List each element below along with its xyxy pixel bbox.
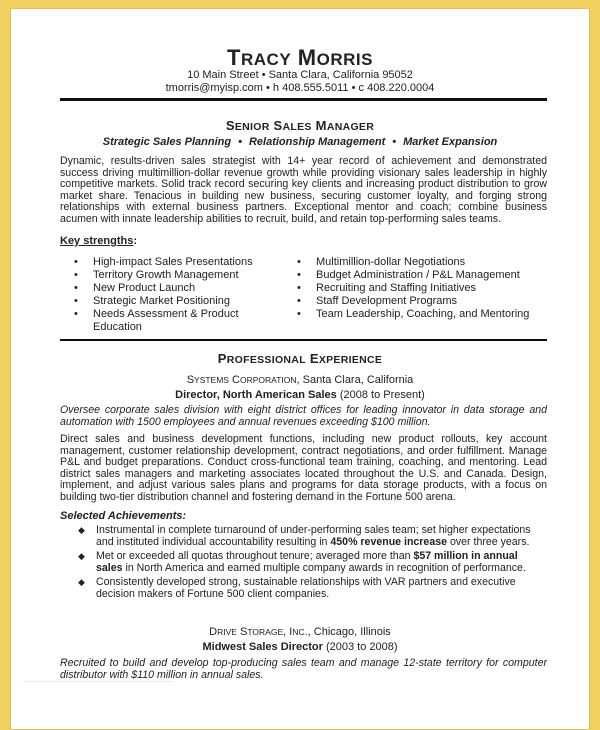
bullet-icon: • [74, 295, 78, 307]
contact-line: tmorris@myisp.com • h 408.555.5011 • c 408.220.0004 [165, 82, 435, 94]
achievement-item: ◆ Consistently developed strong, sustainable relationships with VAR partners and executive decision makers of Fortune 500 client companies. [78, 576, 516, 600]
focus-area: Market Expansion [403, 136, 498, 148]
strength-item: • Staff Development Programs [297, 295, 458, 307]
achievements-list [78, 525, 547, 604]
strength-item: • High-impact Sales Presentations [74, 256, 253, 268]
strength-item: • Recruiting and Staffing Initiatives [297, 282, 476, 294]
header-rule [60, 98, 547, 101]
job-target-title: SENIOR SALES MANAGER [225, 118, 375, 133]
section-rule [60, 339, 547, 341]
diamond-bullet-icon: ◆ [78, 577, 85, 588]
bullet-icon: • [297, 308, 301, 320]
candidate-name: TRACY MORRIS [227, 45, 373, 70]
achievement-item: ◆ Instrumental in complete turnaround of under-performing sales team; set higher expectations and instituted individual accountability resulting in 450% revenue increase over three years. [78, 524, 531, 548]
resume-page [10, 8, 590, 730]
strengths-list-left [74, 256, 289, 334]
bullet-icon: • [74, 308, 78, 320]
achievements-label: Selected Achievements: [60, 510, 187, 522]
bullet-icon: • [74, 256, 78, 268]
bullet-icon: • [74, 269, 78, 281]
focus-area: Strategic Sales Planning [102, 136, 232, 148]
bullet-icon: • [297, 256, 301, 268]
strengths-list-right [297, 256, 547, 321]
key-strengths-label: Key strengths: [60, 235, 138, 247]
achievement-item: ◆ Met or exceeded all quotas throughout tenure; averaged more than $57 million in annual sales in North America and earned multiple company awards in recognition of performance. [78, 550, 526, 574]
strength-item: • Multimillion-dollar Negotiations [297, 256, 466, 268]
professional-summary: Dynamic, results-driven sales strategist with 14+ year record of achievement and demonstrated success driving multimillion-dollar revenue growth while providing visionary sales leadership in highly competitive markets. Solid track record securing key clients and increasing product distribution to grow market share. Tenacious in building new business, securing customer loyalty, and forging strong relationships with external business partners. Exceptional mentor and coach; combine business acumen with innate leadership abilities to recruit, build, and retain top-performing sales teams. [60, 155, 547, 225]
strength-item: • New Product Launch [74, 282, 196, 294]
job-title: Midwest Sales Director (2003 to 2008) [202, 641, 398, 653]
experience-heading: PROFESSIONAL EXPERIENCE [217, 351, 383, 366]
job-description: Direct sales and business development functions, including new product rollouts, key account management, customer relationship development, contract negotiations, and order fulfillment. Manage P&L and budget preparations. Conduct cross-functional team training, coaching, and mentoring. Lead district sales managers and marketing associates located throughout the U.S. and Canada. Design, implement, and adjust various sales plans and programs for data storage products, with a focus on building two-tier distribution channel and fostering demand in the Fortune 500 arena. [60, 433, 547, 503]
strength-item: • Needs Assessment & Product Education [74, 308, 239, 333]
bullet-icon: • [297, 295, 301, 307]
bullet-icon: • [297, 269, 301, 281]
strength-item: • Territory Growth Management [74, 269, 239, 281]
diamond-bullet-icon: ◆ [78, 551, 85, 562]
focus-areas: Strategic Sales Planning • Relationship Management • Market Expansion [102, 136, 498, 148]
bullet-icon: • [74, 282, 78, 294]
strength-item: • Team Leadership, Coaching, and Mentoring [297, 308, 530, 320]
focus-area: Relationship Management [248, 136, 386, 148]
footer-divider [23, 681, 173, 682]
company-name: DRIVE STORAGE, INC., Chicago, Illinois [209, 626, 391, 638]
bullet-icon: • [297, 282, 301, 294]
address-line: 10 Main Street • Santa Clara, California 95052 [187, 69, 413, 81]
company-name: SYSTEMS CORPORATION, Santa Clara, California [186, 374, 414, 386]
job-overview: Oversee corporate sales division with eight district offices for leading innovator in data storage and automation with 1500 employees and annual revenues exceeding $100 million. [60, 404, 547, 428]
strength-item: • Strategic Market Positioning [74, 295, 230, 307]
job-overview: Recruited to build and develop top-producing sales team and manage 12-state territory for computer distributor with $110 million in annual sales. [60, 657, 547, 681]
diamond-bullet-icon: ◆ [78, 525, 85, 535]
job-title: Director, North American Sales (2008 to Present) [175, 389, 425, 401]
strength-item: • Budget Administration / P&L Management [297, 269, 520, 281]
